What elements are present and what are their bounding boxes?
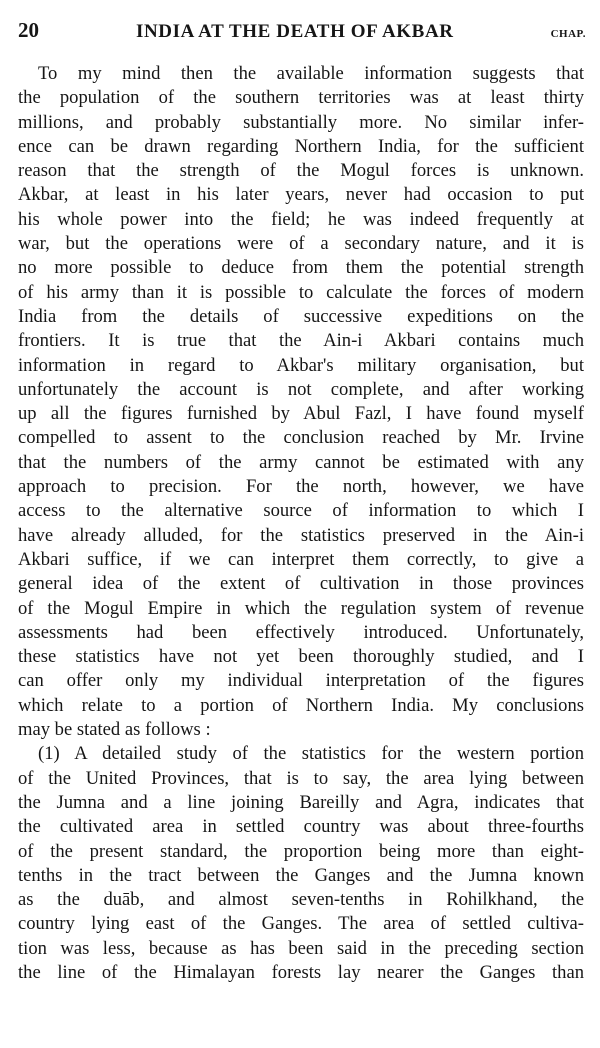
text-line: India from the details of successive expeditions on the bbox=[18, 305, 584, 327]
text-line: as the duāb, and almost seven-tenths in Rohilkhand, the bbox=[18, 889, 584, 911]
text-line: which relate to a portion of Northern India. My conclusions bbox=[18, 694, 584, 716]
text-line: information in regard to Akbar's military organisation, but bbox=[18, 354, 584, 376]
page-number: 20 bbox=[18, 18, 39, 42]
text-line: country lying east of the Ganges. The area of settled cultiva- bbox=[18, 913, 584, 935]
text-line: can offer only my individual interpretation of the figures bbox=[18, 670, 584, 692]
text-line: no more possible to deduce from them the potential strength bbox=[18, 257, 584, 279]
text-line: the population of the southern territories was at least thirty bbox=[18, 87, 584, 109]
chapter-mark: CHAP. bbox=[550, 28, 586, 40]
text-line: of the United Provinces, that is to say, the area lying between bbox=[18, 767, 584, 789]
text-line: may be stated as follows : bbox=[18, 719, 211, 741]
text-line: that the numbers of the army cannot be estimated with any bbox=[18, 451, 584, 473]
text-line: unfortunately the account is not complete, and after working bbox=[18, 378, 584, 400]
text-line: access to the alternative source of information to which I bbox=[18, 500, 584, 522]
text-line: ence can be drawn regarding Northern India, for the sufficient bbox=[18, 135, 584, 157]
running-title: INDIA AT THE DEATH OF AKBAR bbox=[135, 21, 454, 42]
text-line: general idea of the extent of cultivation in those provinces bbox=[18, 573, 584, 595]
text-line: Akbar, at least in his later years, never had occasion to put bbox=[18, 184, 584, 206]
text-line: tion was less, because as has been said in the preceding section bbox=[18, 937, 584, 959]
text-line: (1) A detailed study of the statistics for the western portion bbox=[38, 743, 584, 765]
text-line: To my mind then the available information suggests that bbox=[38, 63, 584, 84]
text-line: reason that the strength of the Mogul forces is unknown. bbox=[18, 160, 584, 182]
text-line: the cultivated area in settled country was about three-fourths bbox=[18, 816, 584, 838]
text-line: tenths in the tract between the Ganges and the Jumna known bbox=[18, 864, 584, 886]
text-line: war, but the operations were of a secondary nature, and it is bbox=[18, 233, 584, 255]
text-line: the Jumna and a line joining Bareilly and Agra, indicates that bbox=[18, 791, 584, 813]
text-line: of his army than it is possible to calculate the forces of modern bbox=[18, 281, 584, 303]
text-line: compelled to assent to the conclusion reached by Mr. Irvine bbox=[18, 427, 584, 449]
body-text bbox=[18, 62, 584, 985]
text-line: millions, and probably substantially more. No similar infer- bbox=[18, 111, 584, 133]
text-line: his whole power into the field; he was indeed frequently at bbox=[18, 208, 584, 230]
text-line: have already alluded, for the statistics preserved in the Ain-i bbox=[18, 524, 584, 546]
text-line: assessments had been effectively introduced. Unfortunately, bbox=[18, 621, 584, 643]
text-line: Akbari suffice, if we can interpret them correctly, to give a bbox=[18, 548, 584, 570]
text-line: frontiers. It is true that the Ain-i Akbari contains much bbox=[18, 330, 584, 352]
text-line: approach to precision. For the north, however, we have bbox=[18, 476, 584, 498]
text-line: these statistics have not yet been thoroughly studied, and I bbox=[18, 646, 584, 668]
page-header bbox=[18, 18, 586, 48]
text-line: the line of the Himalayan forests lay nearer the Ganges than bbox=[18, 961, 584, 983]
text-line: up all the figures furnished by Abul Fazl, I have found myself bbox=[18, 403, 584, 425]
text-line: of the present standard, the proportion being more than eight- bbox=[18, 840, 584, 862]
text-line: of the Mogul Empire in which the regulation system of revenue bbox=[18, 597, 584, 619]
